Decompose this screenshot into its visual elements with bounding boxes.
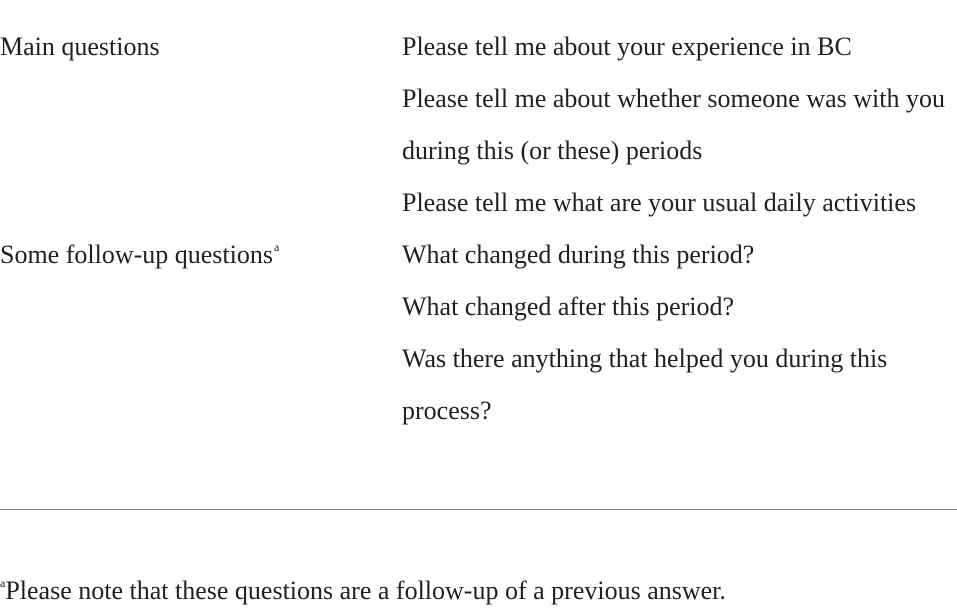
table-bottom-rule [0,509,957,510]
question-item: What changed during this period? [402,240,755,269]
question-item: Please tell me about whether someone was with you during this (or these) periods [402,84,945,165]
table-footnote [0,574,726,612]
footnote-text: Please note that these questions are a follow-up of a previous answer. [5,576,726,605]
question-item: Please tell me about your experience in BC [402,32,852,61]
question-item: Was there anything that helped you during this process? [402,344,888,425]
question-item: What changed after this period? [402,292,735,321]
row-label-text: Some follow-up questions [0,240,273,269]
row-label-main-questions [0,21,402,73]
question-list-main [402,21,957,229]
row-label-follow-up-questions [0,229,402,285]
footnote-marker: a [274,240,280,254]
question-item: Please tell me what are your usual daily activities [402,188,917,217]
questions-table [0,21,957,437]
row-label-text: Main questions [0,32,160,61]
footnote-marker: a [0,576,6,590]
question-list-follow-up [402,229,957,437]
table-row-main-questions [0,21,957,229]
table-row-follow-up-questions [0,229,957,437]
